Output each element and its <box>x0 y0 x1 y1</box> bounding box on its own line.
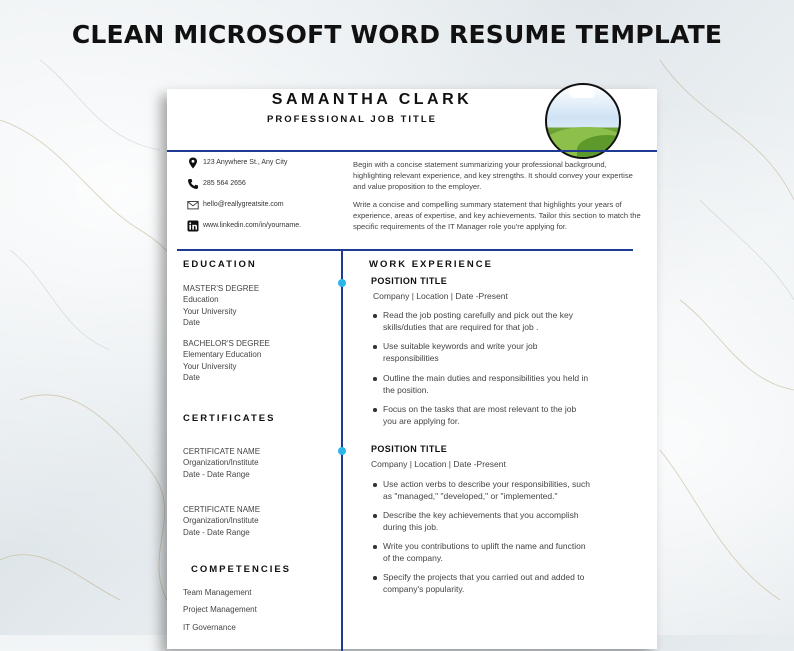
section-divider <box>177 249 633 251</box>
education-entry <box>183 338 270 383</box>
page-headline: CLEAN MICROSOFT WORD RESUME TEMPLATE <box>71 20 723 49</box>
company-line: Company | Location | Date -Present <box>373 291 508 301</box>
work-experience-heading: WORK EXPERIENCE <box>369 259 493 270</box>
timeline-dot <box>338 447 346 455</box>
profile-photo <box>545 83 621 159</box>
certificate-name: CERTIFICATE NAME <box>183 505 261 514</box>
linkedin-icon <box>187 220 199 232</box>
competency-item: Project Management <box>183 605 257 614</box>
education-degree: MASTER'S DEGREE <box>183 284 260 293</box>
job-bullet: Use action verbs to describe your responsibilities, such as "managed," "developed," or "implemented." <box>383 479 635 502</box>
competency-item: IT Governance <box>183 623 236 632</box>
certificate-entry <box>183 446 260 480</box>
education-school: Your University <box>183 361 237 371</box>
resume-page <box>167 89 657 649</box>
position-title: POSITION TITLE <box>371 444 448 454</box>
envelope-icon <box>187 199 199 211</box>
education-date: Date <box>183 372 200 382</box>
job-bullet: Describe the key achievements that you accomplish during this job. <box>383 510 635 533</box>
contact-phone-text: 285 564 2656 <box>203 180 246 187</box>
job-bullet: Specify the projects that you carried out and added to company's popularity. <box>383 572 635 595</box>
education-entry <box>183 283 259 328</box>
certificate-org: Organization/Institute <box>183 458 259 468</box>
job-bullet: Write you contributions to uplift the name and function of the company. <box>383 541 635 564</box>
resume-job-title: PROFESSIONAL JOB TITLE <box>267 114 437 125</box>
education-field: Elementary Education <box>183 350 262 360</box>
contact-linkedin-text: www.linkedin.com/in/yourname. <box>203 222 302 229</box>
certificate-name: CERTIFICATE NAME <box>183 447 261 456</box>
summary-paragraph-1: Begin with a concise statement summarizing your professional background, highlighting relevant experience, and key strengths. It should convey your expertise and value proposition to the employer. <box>353 160 633 191</box>
job-bullet: Use suitable keywords and write your job responsibilities <box>383 341 635 364</box>
phone-icon <box>187 178 199 190</box>
timeline-dot <box>338 279 346 287</box>
education-heading: EDUCATION <box>183 259 257 270</box>
company-line: Company | Location | Date -Present <box>371 459 506 469</box>
header-divider <box>167 150 657 152</box>
certificates-heading: CERTIFICATES <box>183 413 276 424</box>
education-field: Education <box>183 295 219 305</box>
location-pin-icon <box>187 157 199 169</box>
resume-name: SAMANTHA CLARK <box>271 91 473 108</box>
certificate-org: Organization/Institute <box>183 516 259 526</box>
contact-email-text: hello@reallygreatsite.com <box>203 201 284 208</box>
job-bullet: Focus on the tasks that are most relevant to the job you are applying for. <box>383 404 635 427</box>
contact-address-text: 123 Anywhere St., Any City <box>203 159 288 166</box>
education-degree: BACHELOR'S DEGREE <box>183 339 270 348</box>
job-bullet: Read the job posting carefully and pick out the key skills/duties that are required for that job . <box>383 310 635 333</box>
education-date: Date <box>183 317 200 327</box>
certificate-date: Date - Date Range <box>183 527 250 537</box>
position-title: POSITION TITLE <box>371 276 448 286</box>
job-bullet: Outline the main duties and responsibilities you held in the position. <box>383 373 635 396</box>
summary-paragraph-2: Write a concise and compelling summary statement that highlights your years of experience, areas of expertise, and key achievements. Tailor this section to match the specific requirements of the IT Manager role you're applying for. <box>353 200 641 231</box>
education-school: Your University <box>183 306 237 316</box>
competency-item: Team Management <box>183 588 252 597</box>
certificate-date: Date - Date Range <box>183 469 250 479</box>
competencies-heading: COMPETENCIES <box>191 564 292 575</box>
certificate-entry <box>183 504 260 538</box>
